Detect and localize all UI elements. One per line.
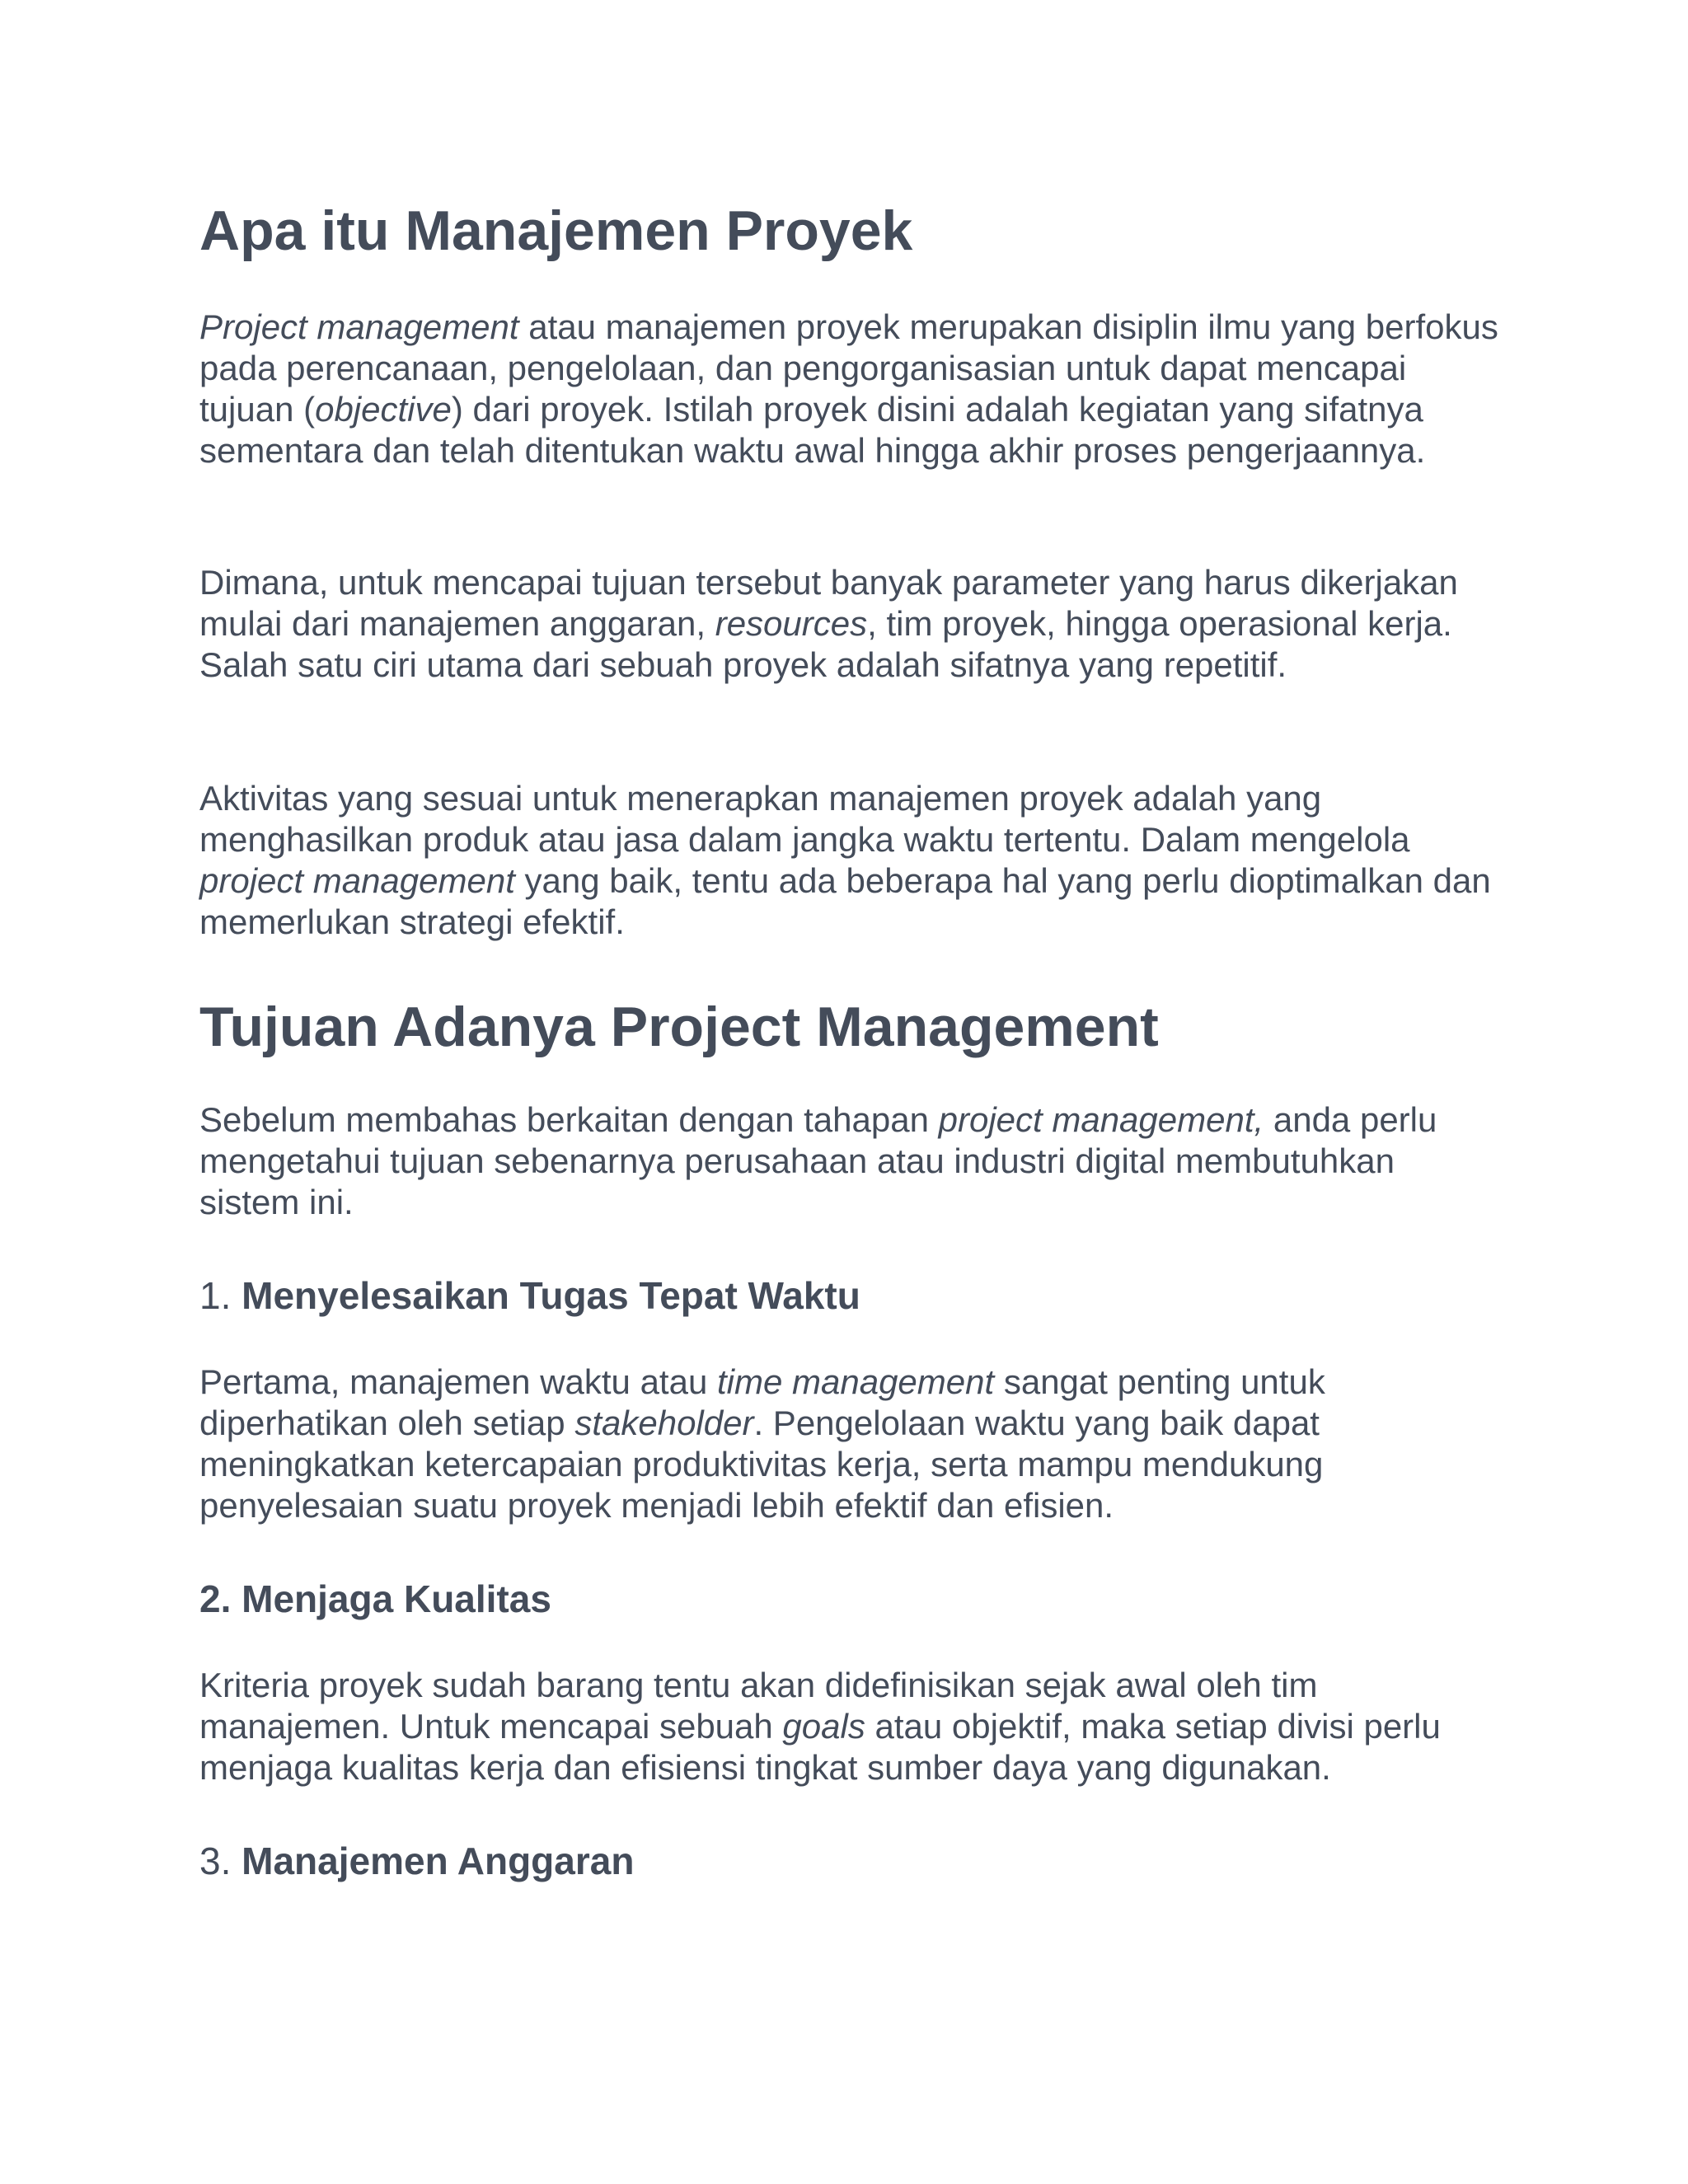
- subheading-tepat-waktu: [199, 1272, 860, 1319]
- italic-term: time management: [717, 1362, 995, 1401]
- text-run: Dimana, untuk mencapai tujuan tersebut banyak parameter yang harus dikerjakan mulai dari manajemen anggaran,: [199, 563, 1458, 643]
- paragraph-time-management: [199, 1361, 1502, 1526]
- text-run: Sebelum membahas berkaitan dengan tahapan: [199, 1100, 939, 1139]
- paragraph-intro-tujuan: [199, 1099, 1502, 1223]
- italic-term: project management,: [938, 1100, 1264, 1139]
- text-run: sangat penting untuk diperhatikan oleh setiap: [199, 1362, 1325, 1442]
- paragraph-definition: [199, 307, 1502, 471]
- subheading-title: 2. Menjaga Kualitas: [199, 1577, 551, 1620]
- italic-term: objective: [315, 390, 452, 429]
- text-run: Aktivitas yang sesuai untuk menerapkan manajemen proyek adalah yang menghasilkan produk atau jasa dalam jangka waktu tertentu. Dalam mengelola: [199, 779, 1410, 859]
- text-run: yang baik, tentu ada beberapa hal yang perlu dioptimalkan dan memerlukan strategi efektif.: [199, 861, 1491, 941]
- paragraph-kualitas: [199, 1665, 1502, 1788]
- text-run: Kriteria proyek sudah barang tentu akan didefinisikan sejak awal oleh tim manajemen. Untuk mencapai sebuah: [199, 1666, 1318, 1746]
- italic-term: project management: [199, 861, 515, 900]
- paragraph-activities: [199, 778, 1502, 943]
- subheading-anggaran: [199, 1838, 634, 1884]
- text-run: , tim proyek, hingga operasional kerja. Salah satu ciri utama dari sebuah proyek adalah sifatnya yang repetitif.: [199, 604, 1452, 684]
- subheading-title: Manajemen Anggaran: [241, 1840, 635, 1882]
- subheading-kualitas: [199, 1576, 551, 1622]
- italic-term: goals: [782, 1707, 865, 1746]
- heading-tujuan: Tujuan Adanya Project Management: [199, 996, 1159, 1058]
- paragraph-parameters: [199, 562, 1502, 686]
- text-run: atau manajemen proyek merupakan disiplin ilmu yang berfokus pada perencanaan, pengelolaan, dan pengorganisasian untuk dapat mencapai tujuan (: [199, 307, 1498, 429]
- heading-manajemen-proyek: Apa itu Manajemen Proyek: [199, 199, 913, 262]
- text-run: atau objektif, maka setiap divisi perlu menjaga kualitas kerja dan efisiensi tingkat sumber daya yang digunakan.: [199, 1707, 1441, 1787]
- text-run: . Pengelolaan waktu yang baik dapat meningkatkan ketercapaian produktivitas kerja, serta mampu mendukung penyelesaian suatu proyek menjadi lebih efektif dan efisien.: [199, 1404, 1324, 1525]
- list-number: 1.: [199, 1274, 242, 1317]
- italic-term: Project management: [199, 307, 519, 346]
- text-run: ) dari proyek. Istilah proyek disini adalah kegiatan yang sifatnya sementara dan telah ditentukan waktu awal hingga akhir proses pengerjaannya.: [199, 390, 1426, 470]
- text-run: anda perlu mengetahui tujuan sebenarnya perusahaan atau industri digital membutuhkan sistem ini.: [199, 1100, 1437, 1221]
- italic-term: resources: [715, 604, 868, 643]
- text-run: Pertama, manajemen waktu atau: [199, 1362, 717, 1401]
- list-number: 3.: [199, 1840, 242, 1882]
- subheading-title: Menyelesaikan Tugas Tepat Waktu: [241, 1274, 860, 1317]
- italic-term: stakeholder: [574, 1404, 754, 1442]
